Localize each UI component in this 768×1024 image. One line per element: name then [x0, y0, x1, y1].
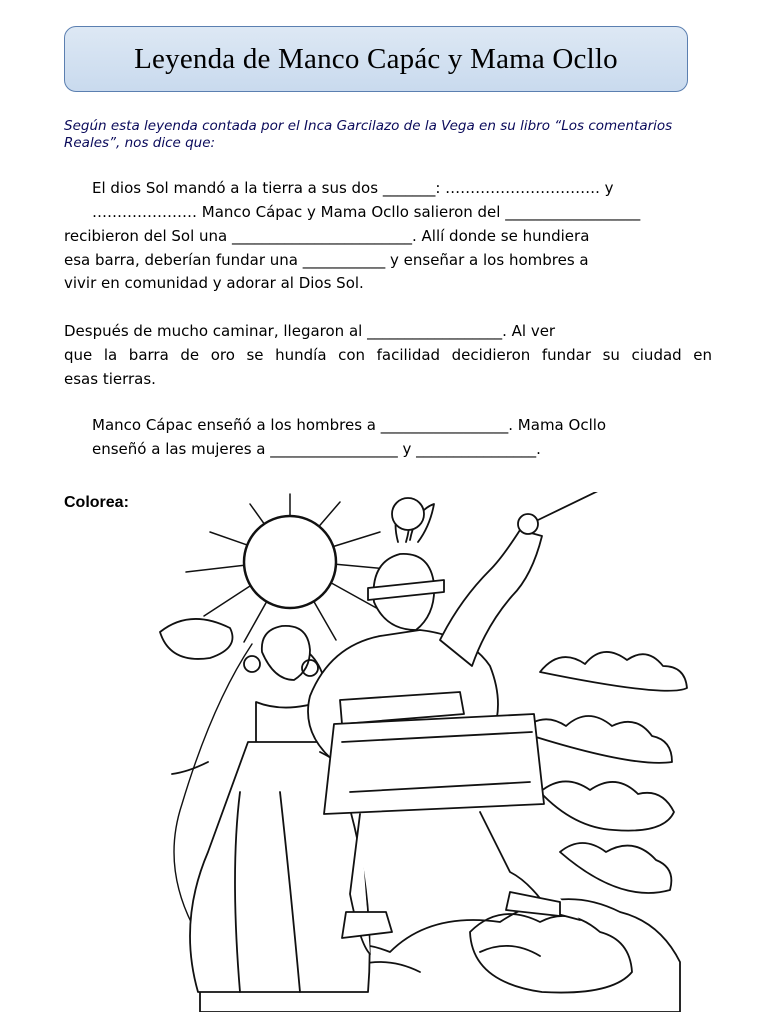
p2-line-2: que la barra de oro se hundía con facilidad decidieron fundar su ciudad en	[64, 346, 712, 364]
p3-line-2: enseñó a las mujeres a _________________ y ________________.	[92, 440, 541, 458]
p2-line-1: Después de mucho caminar, llegaron al __________________. Al ver	[64, 322, 556, 340]
p2-line-3: esas tierras.	[64, 370, 156, 388]
p1-line-4: esa barra, deberían fundar una ___________ y enseñar a los hombres a	[64, 251, 589, 269]
coloring-illustration	[140, 492, 740, 1012]
page-title: Leyenda de Manco Capác y Mama Ocllo	[134, 42, 618, 75]
p1-line-1: El dios Sol mandó a la tierra a sus dos _______: …………………………. y	[92, 179, 614, 197]
p3-line-1: Manco Cápac enseñó a los hombres a _________________. Mama Ocllo	[92, 416, 607, 434]
manco-capac-figure	[308, 492, 600, 954]
p1-line-3: recibieron del Sol una ________________________. Allí donde se hundiera	[64, 227, 590, 245]
sun	[244, 516, 336, 608]
title-box	[64, 26, 688, 92]
colorea-label: Colorea:	[64, 494, 129, 511]
p1-line-2: ………………… Manco Cápac y Mama Ocllo salieron del __________________	[92, 203, 641, 221]
p1-line-5: vivir en comunidad y adorar al Dios Sol.	[64, 274, 364, 292]
intro-text: Según esta leyenda contada por el Inca Garcilazo de la Vega en su libro “Los comentarios Reales”, nos dice que:	[64, 118, 673, 151]
